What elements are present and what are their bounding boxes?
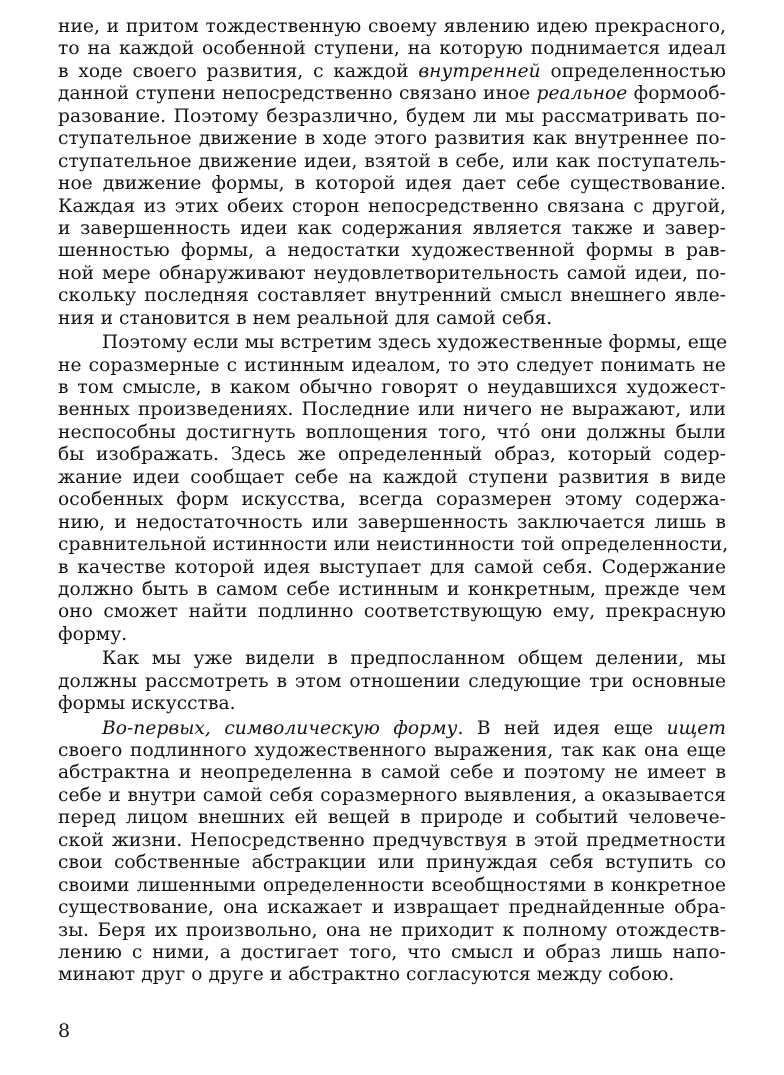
text-segment: разование. Поэтому безразлично, будем ли мы рассматривать по- (58, 105, 726, 127)
text-line (58, 601, 726, 623)
text-line (58, 422, 726, 444)
text-line (58, 762, 726, 784)
text-segment: Поэтому если мы встретим здесь художественные формы, еще (102, 332, 728, 354)
text-segment: венных произведениях. Последние или ничего не выражают, или (58, 399, 726, 421)
text-segment: ное движение формы, в которой идея дает себе существование. (58, 173, 726, 195)
text-segment: определенностью (540, 60, 726, 82)
text-line (58, 964, 726, 986)
text-segment: своими лишенными определенности всеобщностями в конкретное (58, 874, 726, 896)
text-segment: лению с ними, а достигает того, что смысл и образ лишь напо- (58, 941, 726, 963)
text-segment: то на каждой особенной ступени, на которую поднимается идеал (58, 38, 726, 60)
text-segment: должно быть в самом себе истинным и конкретным, прежде чем (58, 578, 726, 600)
text-line (58, 16, 726, 38)
text-line (58, 875, 726, 897)
text-line (58, 489, 726, 511)
text-line (58, 942, 726, 964)
text-line (58, 106, 726, 128)
text-line (58, 308, 726, 330)
text-line (58, 467, 726, 489)
text-segment: шенностью формы, а недостатки художественной формы в рав- (58, 240, 726, 262)
text-line (58, 648, 726, 670)
text-segment: оно сможет найти подлинно соответствующую ему, прекрасную (58, 601, 726, 623)
italic-text: ищет (666, 717, 726, 739)
text-segment: минают друг о друге и абстрактно согласуются между собою. (58, 964, 675, 986)
text-segment: . В ней идея еще (457, 717, 667, 739)
text-segment: ступательное движение в ходе этого развития как внутреннее по- (58, 128, 726, 150)
text-segment: сравнительной истинности или неистинности той определенности, (58, 534, 729, 556)
text-line (58, 718, 726, 740)
text-line (58, 920, 726, 942)
italic-text: реальное (536, 83, 628, 105)
text-segment: в том смысле, в каком обычно говорят о неудавшихся художест- (58, 377, 726, 398)
text-line (58, 151, 726, 173)
text-segment: свои собственные абстракции или принуждая себя вступить со (58, 852, 726, 874)
text-segment: Как мы уже видели в предпосланном общем делении, мы (102, 648, 726, 670)
text-segment: абстрактна и неопределенна в самой себе и поэтому не имеет в (58, 762, 726, 784)
text-line (58, 218, 726, 240)
paragraph-1 (58, 16, 726, 330)
text-segment: должны рассмотреть в этом отношении следующие три основные (58, 670, 726, 692)
text-line (58, 534, 729, 556)
text-segment: форму. (58, 623, 128, 645)
text-segment: перед лицом внешних ей вещей в природе и событий человече- (58, 807, 726, 829)
text-line (58, 173, 726, 195)
text-line (58, 196, 726, 218)
text-line (58, 332, 726, 354)
text-line (58, 444, 726, 466)
text-segment: своего подлинного художественного выражения, так как она еще (58, 740, 726, 761)
italic-text: Во-первых, символическую форму (102, 717, 458, 739)
text-segment: ние, и притом тождественную своему явлению идею прекрасного, (58, 16, 726, 37)
text-line (58, 240, 726, 262)
text-line (58, 579, 726, 601)
paragraph-4 (58, 718, 726, 987)
text-line (58, 557, 726, 579)
text-line (58, 285, 726, 307)
text-line (58, 693, 726, 715)
page-number: 8 (58, 1020, 71, 1042)
text-segment: ния и становится в нем реальной для самой себя. (58, 307, 553, 329)
text-line (58, 671, 726, 693)
text-segment: формооб- (627, 83, 726, 105)
text-segment: Каждая из этих обеих сторон непосредственно связана с другой, (58, 195, 726, 217)
text-segment: жание идеи сообщает себе на каждой ступени развития в виде (58, 466, 726, 488)
text-segment: особенных форм искусства, всегда соразмерен этому содержа- (58, 489, 726, 511)
text-segment: и завершенность идеи как содержания является также и завер- (58, 217, 726, 239)
text-line (58, 83, 726, 105)
text-line (58, 38, 726, 60)
text-line (58, 852, 726, 874)
text-segment: ступательное движение идеи, взятой в себе, или как поступатель- (58, 150, 726, 172)
text-line (58, 897, 726, 919)
text-line (58, 830, 726, 852)
text-segment: нию, и недостаточность или завершенность заключается лишь в (58, 511, 726, 533)
text-segment: бы изображать. Здесь же определенный образ, который содер- (58, 444, 726, 466)
text-line (58, 377, 726, 399)
text-line (58, 61, 726, 83)
text-line (58, 128, 726, 150)
text-segment: зы. Беря их произвольно, она не приходит к полному отождеств- (58, 919, 726, 941)
text-line (58, 263, 726, 285)
text-segment: в ходе своего развития, с каждой (58, 60, 419, 82)
text-segment: скольку последняя составляет внутренний смысл внешнего явле- (58, 285, 726, 307)
text-segment: неспособны достигнуть воплощения того, что́ они должны были (58, 421, 726, 443)
text-segment: существование, она искажает и извращает преднайденные обра- (58, 897, 726, 919)
text-line (58, 740, 726, 762)
text-segment: не соразмерные с истинным идеалом, то это следует понимать не (58, 354, 726, 376)
text-line (58, 512, 726, 534)
text-segment: ной мере обнаруживают неудовлетворительность самой идеи, по- (58, 262, 726, 284)
text-segment: в качестве которой идея выступает для самой себя. Содержание (58, 556, 726, 578)
text-line (58, 807, 726, 829)
italic-text: внутренней (418, 60, 541, 82)
text-segment: данной ступени непосредственно связано иное (58, 83, 537, 105)
page-text (58, 16, 729, 987)
paragraph-3 (58, 648, 726, 715)
text-line (58, 785, 726, 807)
text-segment: себе и внутри самой себя соразмерного выявления, а оказывается (58, 784, 726, 806)
text-line (58, 624, 726, 646)
text-line (58, 399, 726, 421)
text-line (58, 355, 726, 377)
paragraph-2 (58, 332, 729, 646)
text-segment: ской жизни. Непосредственно предчувствуя в этой предметности (58, 829, 726, 851)
text-segment: формы искусства. (58, 693, 236, 715)
